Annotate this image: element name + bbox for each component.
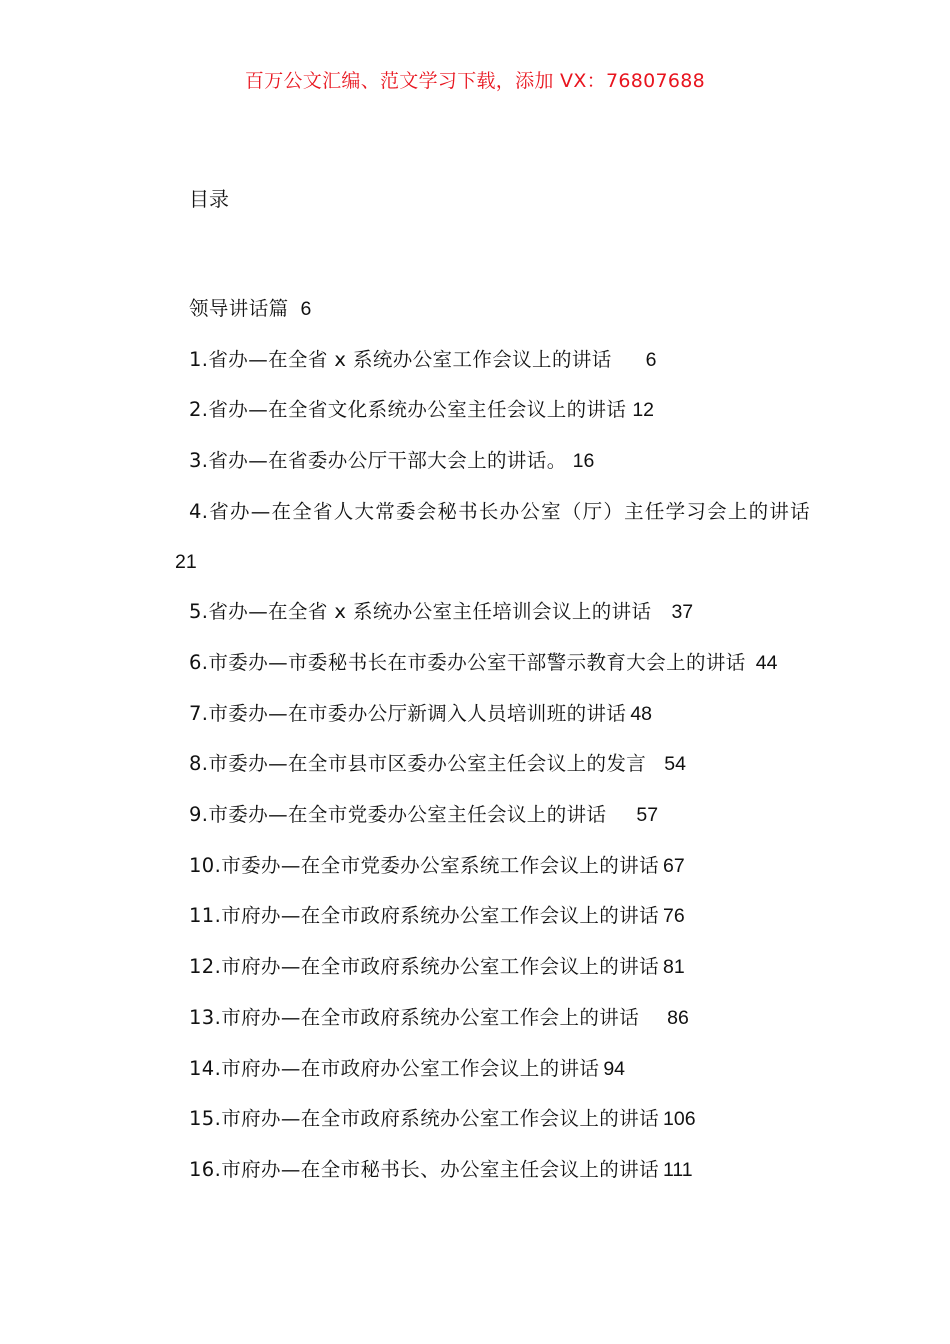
toc-entry[interactable]: [145, 739, 810, 790]
toc-entry[interactable]: [145, 335, 810, 386]
toc-page-number: 81: [663, 956, 685, 979]
toc-entry[interactable]: [145, 841, 810, 892]
toc-page-number: 86: [667, 1006, 689, 1029]
toc-page-number: 54: [664, 753, 686, 776]
toc-entry[interactable]: [145, 385, 810, 436]
toc-entry-title: 12.市府办—在全市政府系统办公室工作会议上的讲话: [189, 955, 660, 979]
toc-page-number: 21: [175, 550, 197, 573]
toc-page-number: 37: [671, 601, 694, 624]
toc-page-number: 12: [632, 399, 655, 422]
toc-entry[interactable]: [145, 487, 810, 587]
toc-entry-title: 7.市委办—在市委办公厅新调入人员培训班的讲话: [189, 701, 627, 725]
toc-entry-title: 1.省办—在全省 x 系统办公室工作会议上的讲话: [189, 347, 612, 371]
toc-entry-title: 16.市府办—在全市秘书长、办公室主任会议上的讲话: [189, 1157, 660, 1181]
toc-page-number: 106: [663, 1108, 696, 1131]
table-of-contents: [145, 284, 810, 1196]
toc-entry-title: 10.市委办—在全市党委办公室系统工作会议上的讲话: [189, 853, 660, 877]
toc-entry-title: 15.市府办—在全市政府系统办公室工作会议上的讲话: [189, 1107, 660, 1131]
toc-entry-title: 13.市府办—在全市政府系统办公室工作会上的讲话: [189, 1005, 640, 1029]
toc-entry-title: 14.市府办—在市政府办公室工作会议上的讲话: [189, 1056, 600, 1080]
toc-title: 目录: [189, 187, 229, 211]
toc-entry[interactable]: [145, 638, 810, 689]
toc-section-heading[interactable]: [145, 284, 810, 335]
toc-entry[interactable]: [145, 587, 810, 638]
toc-page-number: 76: [663, 905, 685, 928]
toc-entry-title: 3.省办—在省委办公厅干部大会上的讲话。: [189, 449, 567, 473]
toc-entry[interactable]: [145, 1145, 810, 1196]
toc-page-number: 16: [572, 450, 595, 473]
toc-page-number: 111: [663, 1158, 693, 1181]
watermark-banner: 百万公文汇编、范文学习下载，添加 VX：76807688: [244, 70, 706, 92]
toc-entry-title: 11.市府办—在全市政府系统办公室工作会议上的讲话: [189, 904, 660, 928]
toc-page-number: 6: [645, 348, 657, 371]
toc-entry-title: 4.省办—在全省人大常委会秘书长办公室（厅）主任学习会上的讲话: [189, 499, 810, 523]
toc-page-number: 57: [636, 804, 659, 827]
toc-page-number: 44: [755, 651, 778, 674]
toc-page-number: 67: [663, 854, 685, 877]
toc-section-label: 领导讲话篇: [189, 297, 289, 320]
toc-entry[interactable]: [145, 993, 810, 1044]
toc-entry[interactable]: [145, 790, 810, 841]
toc-page-number: 48: [630, 702, 653, 725]
toc-entry-title: 2.省办—在全省文化系统办公室主任会议上的讲话: [189, 398, 627, 422]
toc-entry[interactable]: [145, 1094, 810, 1145]
toc-entry[interactable]: [145, 436, 810, 487]
toc-entry-title: 9.市委办—在全市党委办公室主任会议上的讲话: [189, 803, 607, 827]
toc-entry-title: 8.市委办—在全市县市区委办公室主任会议上的发言: [189, 752, 647, 776]
toc-entry[interactable]: [145, 689, 810, 740]
toc-page-number: 6: [300, 298, 312, 320]
toc-entry[interactable]: [145, 891, 810, 942]
toc-entry-title: 6.市委办—市委秘书长在市委办公室干部警示教育大会上的讲话: [189, 650, 746, 674]
toc-entry[interactable]: [145, 942, 810, 993]
toc-entry[interactable]: [145, 1044, 810, 1095]
toc-entry-title: 5.省办—在全省 x 系统办公室主任培训会议上的讲话: [189, 600, 652, 624]
toc-page-number: 94: [603, 1057, 626, 1080]
